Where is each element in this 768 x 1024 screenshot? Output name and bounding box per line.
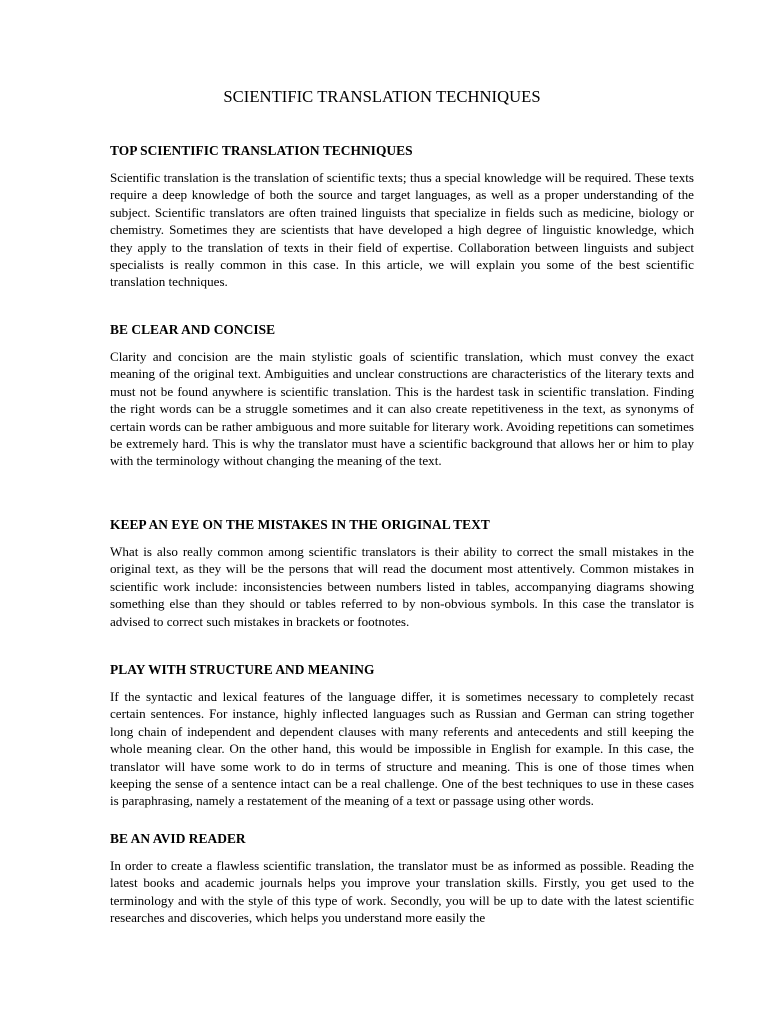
section-heading: BE AN AVID READER <box>110 831 246 846</box>
document-title: SCIENTIFIC TRANSLATION TECHNIQUES <box>223 87 541 106</box>
section-clear-concise <box>110 321 694 470</box>
section-top-techniques <box>110 142 694 291</box>
section-paragraph: In order to create a flawless scientific translation, the translator must be as informed as possible. Reading the latest books and academic journals helps you improve your translation skills. Firstly, you get used to the terminology and with the style of this type of work. Secondly, you will be up to date with the latest scientific researches and discoveries, which helps you understand more easily the <box>110 858 694 926</box>
section-structure-meaning <box>110 661 694 810</box>
section-heading: TOP SCIENTIFIC TRANSLATION TECHNIQUES <box>110 143 413 158</box>
section-heading: PLAY WITH STRUCTURE AND MEANING <box>110 662 375 677</box>
section-paragraph: Scientific translation is the translation of scientific texts; thus a special knowledge will be required. These texts require a deep knowledge of both the source and target languages, as well as a proper understanding of the subject. Scientific translators are often trained linguists that specialize in fields such as medicine, biology or chemistry. Sometimes they are scientists that have developed a high degree of linguistic knowledge, which they apply to the translation of texts in their field of expertise. Collaboration between linguists and subject specialists is really common in this case. In this article, we will explain you some of the best scientific translation techniques. <box>110 170 694 290</box>
section-avid-reader <box>110 830 694 927</box>
section-paragraph: What is also really common among scientific translators is their ability to correct the small mistakes in the original text, as they will be the persons that will read the document most attentively. Common mistakes in scientific work include: inconsistencies between numbers listed in tables, accompanying diagrams showing something else than they should or tables referred to by non-obvious symbols. In this case the translator is advised to correct such mistakes in brackets or footnotes. <box>110 544 694 629</box>
section-heading: KEEP AN EYE ON THE MISTAKES IN THE ORIGINAL TEXT <box>110 517 490 532</box>
section-heading: BE CLEAR AND CONCISE <box>110 322 276 337</box>
section-paragraph: Clarity and concision are the main stylistic goals of scientific translation, which must convey the exact meaning of the original text. Ambiguities and unclear constructions are characteristics of the literary texts and must not be found anywhere is scientific translation. This is the hardest task in scientific translation. Finding the right words can be a struggle sometimes and it can also create repetitiveness in the text, as synonyms of certain words can be rather ambiguous and more suitable for literary work. Avoiding repetitions can sometimes be extremely hard. This is why the translator must have a scientific background that allows her or him to play with the terminology without changing the meaning of the text. <box>110 349 694 469</box>
section-paragraph: If the syntactic and lexical features of the language differ, it is sometimes necessary to completely recast certain sentences. For instance, highly inflected languages such as Russian and German can string together long chain of independent and dependent clauses with many referents and antecedents and still keeping the whole meaning clear. On the other hand, this would be impossible in English for example. In this case, the translator will have some work to do in terms of structure and meaning. This is one of those times when keeping the sense of a sentence intact can be a real challenge. One of the best techniques to use in these cases is paraphrasing, namely a restatement of the meaning of a text or passage using other words. <box>110 689 694 809</box>
section-mistakes <box>110 516 694 630</box>
